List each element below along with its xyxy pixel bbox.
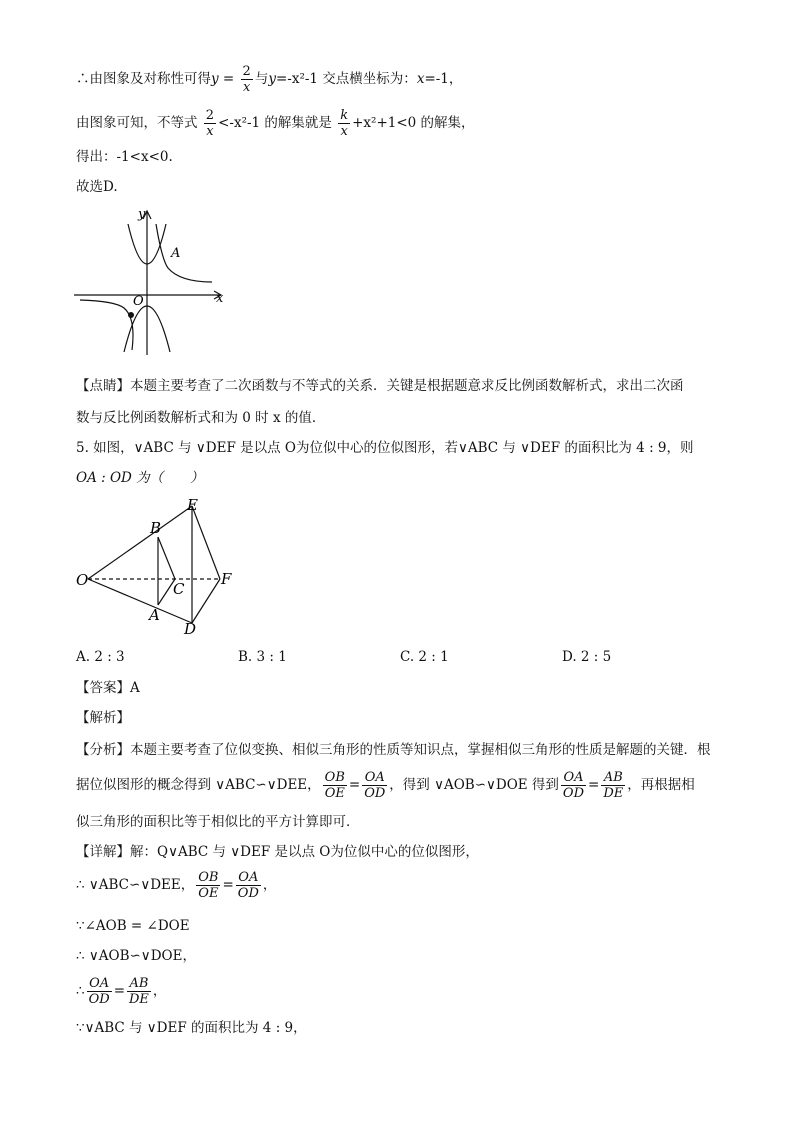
point-o-label: O bbox=[76, 571, 89, 589]
text: ， bbox=[262, 877, 277, 893]
point-b-label: B bbox=[150, 519, 162, 537]
detail-line-4: ∴ ∨AOB∽∨DOE， bbox=[76, 948, 196, 964]
numerator: OB bbox=[324, 770, 345, 785]
denominator: OD bbox=[364, 786, 386, 801]
text: ， bbox=[152, 983, 167, 999]
text: +x²+1<0 的解集， bbox=[352, 115, 475, 131]
option-a: A. 2 : 3 bbox=[76, 649, 125, 665]
text: ∴ ∨ABC∽∨DEE， bbox=[76, 877, 195, 893]
fraction bbox=[561, 770, 586, 801]
numerator: AB bbox=[601, 770, 625, 786]
text: y bbox=[268, 71, 276, 87]
segment-f-d bbox=[192, 579, 220, 623]
fraction bbox=[236, 870, 261, 901]
text: =-1， bbox=[424, 71, 463, 87]
detail-line-3: ∵∠AOB = ∠DOE bbox=[76, 918, 190, 934]
origin-label: O bbox=[133, 294, 144, 309]
detail-line-1: 【详解】解：Q∨ABC 与 ∨DEF 是以点 O为位似中心的位似图形， bbox=[76, 844, 479, 860]
denominator: DE bbox=[603, 786, 624, 801]
question-5-line-1: 5. 如图，∨ABC 与 ∨DEF 是以点 O为位似中心的位似图形，若∨ABC 与 ∨DEF 的面积比为 4 : 9，则 bbox=[76, 440, 694, 456]
analysis-heading: 【解析】 bbox=[76, 710, 130, 726]
denominator: OE bbox=[324, 786, 345, 801]
homothety-figure bbox=[70, 492, 240, 642]
question-5-line-2: OA : OD 为（ ） bbox=[76, 470, 204, 486]
numerator: OA bbox=[362, 770, 387, 786]
numerator: OA bbox=[561, 770, 586, 786]
solution-line-4: 故选D. bbox=[76, 179, 118, 195]
point-d-label: D bbox=[184, 620, 197, 638]
remark-line-1: 【点睛】本题主要考查了二次函数与不等式的关系．关键是根据题意求反比例函数解析式，求出二次函 bbox=[76, 378, 684, 394]
option-c: C. 2 : 1 bbox=[400, 649, 449, 665]
numerator: OA bbox=[236, 870, 261, 886]
numerator: OA bbox=[87, 976, 112, 992]
point-f-label: F bbox=[221, 570, 232, 588]
text: = bbox=[588, 777, 600, 793]
detail-line-2 bbox=[76, 870, 276, 901]
point-c-label: C bbox=[173, 580, 185, 598]
text: ，再根据相 bbox=[627, 777, 695, 793]
ray-o-e bbox=[88, 506, 192, 579]
solution-line-3: 得出：-1<x<0. bbox=[76, 149, 173, 165]
numerator: 2 bbox=[205, 108, 215, 123]
text: <-x²-1 的解集就是 bbox=[218, 115, 337, 131]
solution-line-2 bbox=[76, 108, 475, 139]
text: ，得到 ∨AOB∽∨DOE 得到 bbox=[389, 777, 559, 793]
denominator: OD bbox=[88, 992, 110, 1007]
fraction bbox=[204, 108, 216, 139]
intersection-point bbox=[128, 312, 134, 318]
denominator: x bbox=[206, 124, 214, 139]
option-d: D. 2 : 5 bbox=[562, 649, 612, 665]
point-a-label: A bbox=[171, 246, 181, 261]
fraction bbox=[196, 870, 220, 901]
text: = bbox=[348, 777, 361, 793]
fraction bbox=[323, 770, 347, 801]
text: 与 bbox=[254, 71, 269, 87]
numerator: OB bbox=[198, 870, 219, 885]
numerator: AB bbox=[127, 976, 151, 992]
fraction bbox=[601, 770, 625, 801]
text: 据位似图形的概念得到 ∨ABC∽∨DEE， bbox=[76, 777, 321, 793]
denominator: OD bbox=[237, 886, 259, 901]
analysis-line-1: 【分析】本题主要考查了位似变换、相似三角形的性质等知识点，掌握相似三角形的性质是解题的关键．根 bbox=[76, 742, 711, 758]
text: =-x²-1 交点横坐标为： bbox=[275, 71, 417, 87]
fraction bbox=[241, 64, 253, 95]
denominator: DE bbox=[129, 992, 149, 1007]
text: x bbox=[416, 71, 425, 87]
function-graph bbox=[70, 200, 240, 360]
remark-line-2: 数与反比例函数解析式和为 0 时 x 的值． bbox=[76, 410, 326, 426]
analysis-line-2 bbox=[76, 770, 695, 801]
text: = bbox=[113, 983, 125, 999]
segment-e-f bbox=[192, 506, 220, 579]
point-a-label: A bbox=[149, 606, 160, 624]
solution-line-1 bbox=[76, 64, 462, 95]
detail-line-5 bbox=[76, 976, 166, 1007]
y-axis-label: y bbox=[138, 207, 146, 222]
hyperbola-third-quadrant bbox=[80, 300, 133, 350]
fraction bbox=[362, 770, 387, 801]
text: ∴由图象及对称性可得 bbox=[76, 71, 211, 87]
text: = bbox=[218, 71, 239, 87]
denominator: OD bbox=[562, 786, 585, 801]
answer-line: 【答案】A bbox=[76, 680, 140, 696]
fraction bbox=[87, 976, 112, 1007]
fraction bbox=[338, 108, 350, 139]
segment-b-c bbox=[158, 537, 175, 579]
detail-line-6: ∵∨ABC 与 ∨DEF 的面积比为 4 : 9， bbox=[76, 1020, 307, 1036]
denominator: OE bbox=[198, 886, 219, 901]
text: 由图象可知，不等式 bbox=[76, 115, 202, 131]
point-e-label: E bbox=[187, 496, 198, 514]
text: ∴ bbox=[76, 983, 85, 999]
analysis-line-3: 似三角形的面积比等于相似比的平方计算即可． bbox=[76, 814, 360, 830]
denominator: x bbox=[340, 124, 348, 139]
x-axis-label: x bbox=[216, 291, 224, 306]
numerator: 2 bbox=[242, 64, 251, 79]
numerator: k bbox=[340, 108, 349, 123]
fraction bbox=[127, 976, 151, 1007]
text: = bbox=[222, 877, 234, 893]
option-b: B. 3 : 1 bbox=[238, 649, 287, 665]
denominator: x bbox=[243, 80, 251, 95]
text: y bbox=[211, 71, 219, 87]
